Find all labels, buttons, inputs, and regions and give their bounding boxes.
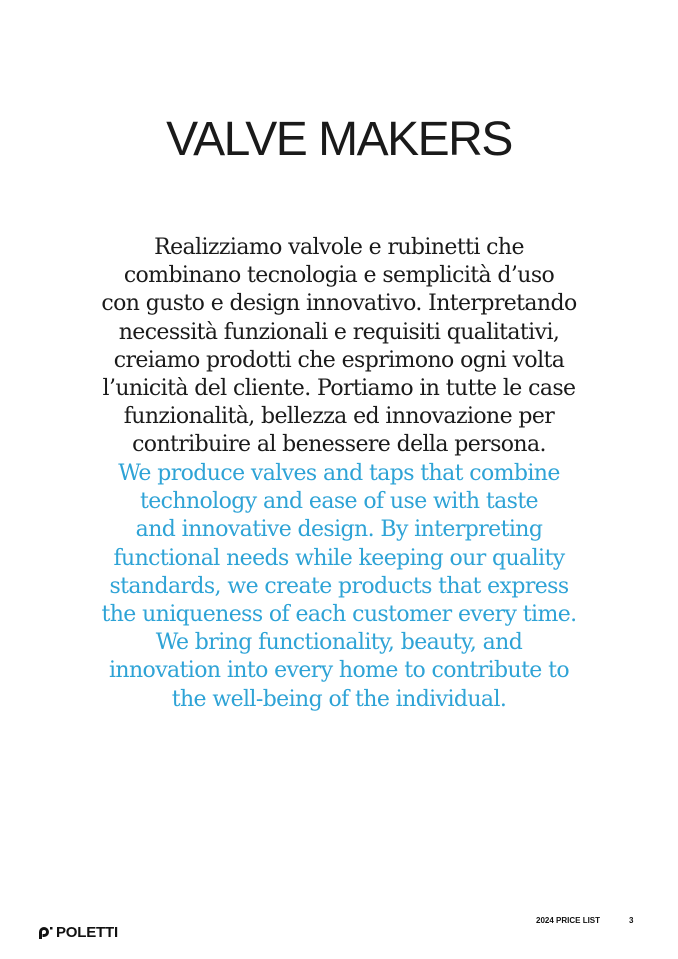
page-number: 3 bbox=[629, 916, 634, 925]
italian-line: funzionalità, bellezza ed innovazione per bbox=[123, 404, 555, 430]
price-list-label: 2024 PRICE LIST bbox=[536, 916, 601, 925]
italian-line: necessità funzionali e requisiti qualitativi, bbox=[118, 319, 560, 345]
poletti-mark-icon bbox=[38, 926, 54, 940]
english-paragraph bbox=[60, 460, 618, 714]
italian-line: l’unicità del cliente. Portiamo in tutte le case bbox=[102, 376, 576, 402]
english-line: and innovative design. By interpreting bbox=[135, 517, 543, 543]
italian-line: combinano tecnologia e semplicità d’uso bbox=[123, 263, 555, 289]
english-line: the uniqueness of each customer every time. bbox=[101, 602, 577, 628]
page-title: VALVE MAKERS bbox=[166, 113, 512, 166]
italian-line: Realizziamo valvole e rubinetti che bbox=[154, 235, 524, 260]
english-line: We bring functionality, beauty, and bbox=[155, 630, 523, 656]
italian-line: con gusto e design innovativo. Interpretando bbox=[101, 291, 577, 317]
italian-line: creiamo prodotti che esprimono ogni volta bbox=[113, 347, 565, 373]
english-line: standards, we create products that express bbox=[109, 573, 569, 599]
english-line: the well-being of the individual. bbox=[171, 686, 507, 712]
italian-paragraph bbox=[60, 234, 618, 460]
english-line: innovation into every home to contribute to bbox=[108, 658, 570, 684]
italian-line: contribuire al benessere della persona. bbox=[132, 432, 546, 458]
english-line: We produce valves and taps that combine bbox=[118, 461, 560, 486]
brand-name: POLETTI bbox=[56, 924, 118, 941]
english-line: functional needs while keeping our quality bbox=[113, 545, 565, 571]
english-line: technology and ease of use with taste bbox=[140, 489, 538, 515]
brand-logo bbox=[38, 924, 118, 941]
